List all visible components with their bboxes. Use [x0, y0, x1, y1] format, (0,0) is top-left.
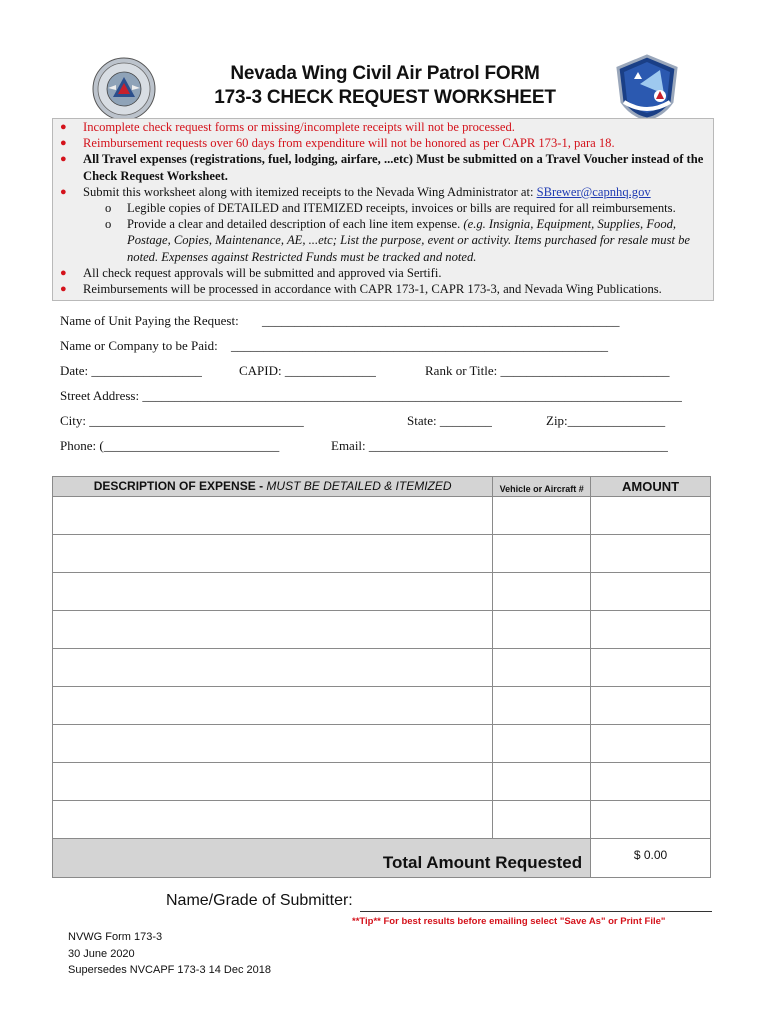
table-row: [53, 725, 711, 763]
description-cell[interactable]: [53, 763, 493, 801]
submitter-label: Name/Grade of Submitter:: [166, 892, 353, 909]
table-row: [53, 497, 711, 535]
table-row: [53, 573, 711, 611]
instruction-item: ● Reimbursements will be processed in accordance with CAPR 173-1, CAPR 173-3, and Nevada Wing Publications.: [60, 282, 662, 297]
expense-table: [52, 476, 711, 878]
description-cell[interactable]: [53, 611, 493, 649]
state-field[interactable]: State: ________: [407, 413, 492, 428]
description-cell[interactable]: [53, 535, 493, 573]
instruction-item: ● All check request approvals will be submitted and approved via Sertifi.: [60, 265, 442, 280]
description-cell[interactable]: [53, 801, 493, 839]
capid-field[interactable]: CAPID: ______________: [239, 363, 376, 378]
instruction-item: ● Reimbursement requests over 60 days from expenditure will not be honored as per CAPR 173-1, para 18.: [60, 136, 615, 151]
description-cell[interactable]: [53, 573, 493, 611]
vehicle-cell[interactable]: [493, 497, 591, 535]
table-row: [53, 611, 711, 649]
admin-email-link[interactable]: SBrewer@capnhq.gov: [536, 184, 651, 199]
vehicle-header: Vehicle or Aircraft #: [493, 477, 591, 497]
amount-cell[interactable]: [591, 649, 711, 687]
instruction-subitem: o Legible copies of DETAILED and ITEMIZED receipts, invoices or bills are required for all reimbursements.: [105, 201, 676, 216]
city-field[interactable]: City: _________________________________: [60, 413, 304, 428]
instruction-item: ● All Travel expenses (registrations, fuel, lodging, airfare, ...etc) Must be submitted on a Travel Voucher instead of the Check Request Worksheet.: [60, 152, 704, 183]
bullet-icon: ●: [60, 153, 67, 166]
total-amount-value: $ 0.00: [591, 839, 711, 878]
amount-header: AMOUNT: [591, 477, 711, 497]
vehicle-cell[interactable]: [493, 725, 591, 763]
vehicle-cell[interactable]: [493, 763, 591, 801]
payee-field[interactable]: __________________________________________________________: [231, 338, 608, 353]
submitter-field[interactable]: [360, 911, 712, 912]
vehicle-cell[interactable]: [493, 649, 591, 687]
table-header-row: [53, 477, 711, 497]
bullet-icon: ●: [60, 121, 67, 133]
save-tip: **Tip** For best results before emailing select "Save As" or Print File": [352, 916, 666, 927]
form-date: 30 June 2020: [68, 947, 135, 960]
amount-cell[interactable]: [591, 763, 711, 801]
bullet-icon: ●: [60, 185, 67, 198]
amount-cell[interactable]: [591, 801, 711, 839]
payee-label: Name or Company to be Paid:: [60, 338, 218, 353]
amount-cell[interactable]: [591, 535, 711, 573]
date-field[interactable]: Date: _________________: [60, 363, 202, 378]
supersedes-note: Supersedes NVCAPF 173-3 14 Dec 2018: [68, 964, 272, 976]
description-cell[interactable]: [53, 497, 493, 535]
instruction-subitem: o Provide a clear and detailed description of each line item expense. (e.g. Insignia, Equipment, Supplies, Food, Postage, Copies, Maintenance, AE, ...etc; List the purpose, event or activity. Items purchased for resale must be noted. Expenses against Restricted Funds must be tracked and noted.: [105, 217, 690, 264]
vehicle-cell[interactable]: [493, 535, 591, 573]
description-header: DESCRIPTION OF EXPENSE - MUST BE DETAILED & ITEMIZED: [53, 477, 493, 497]
form-title: [160, 62, 610, 110]
phone-field[interactable]: Phone: (___________________________: [60, 438, 280, 453]
vehicle-cell[interactable]: [493, 687, 591, 725]
table-row: [53, 649, 711, 687]
caf-seal-logo: [92, 57, 156, 121]
form-footer: [68, 929, 271, 979]
description-cell[interactable]: [53, 687, 493, 725]
table-row: [53, 687, 711, 725]
amount-cell[interactable]: [591, 497, 711, 535]
sub-bullet-icon: o: [105, 201, 112, 216]
bullet-icon: ●: [60, 283, 67, 296]
title-line-2: 173-3 CHECK REQUEST WORKSHEET: [214, 87, 556, 108]
email-field[interactable]: Email: ______________________________________________: [331, 438, 668, 453]
table-row: [53, 535, 711, 573]
unit-paying-field[interactable]: _______________________________________________________: [262, 313, 620, 328]
nevada-wing-patch-logo: [612, 52, 682, 122]
bullet-icon: ●: [60, 266, 67, 279]
rank-title-field[interactable]: Rank or Title: __________________________: [425, 363, 670, 378]
vehicle-cell[interactable]: [493, 573, 591, 611]
instruction-item: ● Submit this worksheet along with itemized receipts to the Nevada Wing Administrator at: SBrewer@capnhq.gov: [60, 184, 651, 199]
form-number: NVWG Form 173-3: [68, 931, 163, 943]
amount-cell[interactable]: [591, 611, 711, 649]
unit-paying-label: Name of Unit Paying the Request:: [60, 313, 239, 328]
vehicle-cell[interactable]: [493, 801, 591, 839]
description-cell[interactable]: [53, 649, 493, 687]
amount-cell[interactable]: [591, 725, 711, 763]
total-row: [53, 839, 711, 878]
instructions-box: [52, 118, 714, 301]
table-row: [53, 763, 711, 801]
amount-cell[interactable]: [591, 573, 711, 611]
vehicle-cell[interactable]: [493, 611, 591, 649]
amount-cell[interactable]: [591, 687, 711, 725]
instruction-item: ● Incomplete check request forms or missing/incomplete receipts will not be processed.: [60, 120, 515, 134]
total-amount-label: Total Amount Requested: [53, 839, 591, 878]
sub-bullet-icon: o: [105, 217, 112, 232]
title-line-1: Nevada Wing Civil Air Patrol FORM: [230, 63, 540, 84]
zip-field[interactable]: Zip:_______________: [546, 413, 666, 428]
street-address-field[interactable]: Street Address: ___________________________________________________________________________________: [60, 388, 682, 403]
table-row: [53, 801, 711, 839]
bullet-icon: ●: [60, 137, 67, 150]
description-cell[interactable]: [53, 725, 493, 763]
